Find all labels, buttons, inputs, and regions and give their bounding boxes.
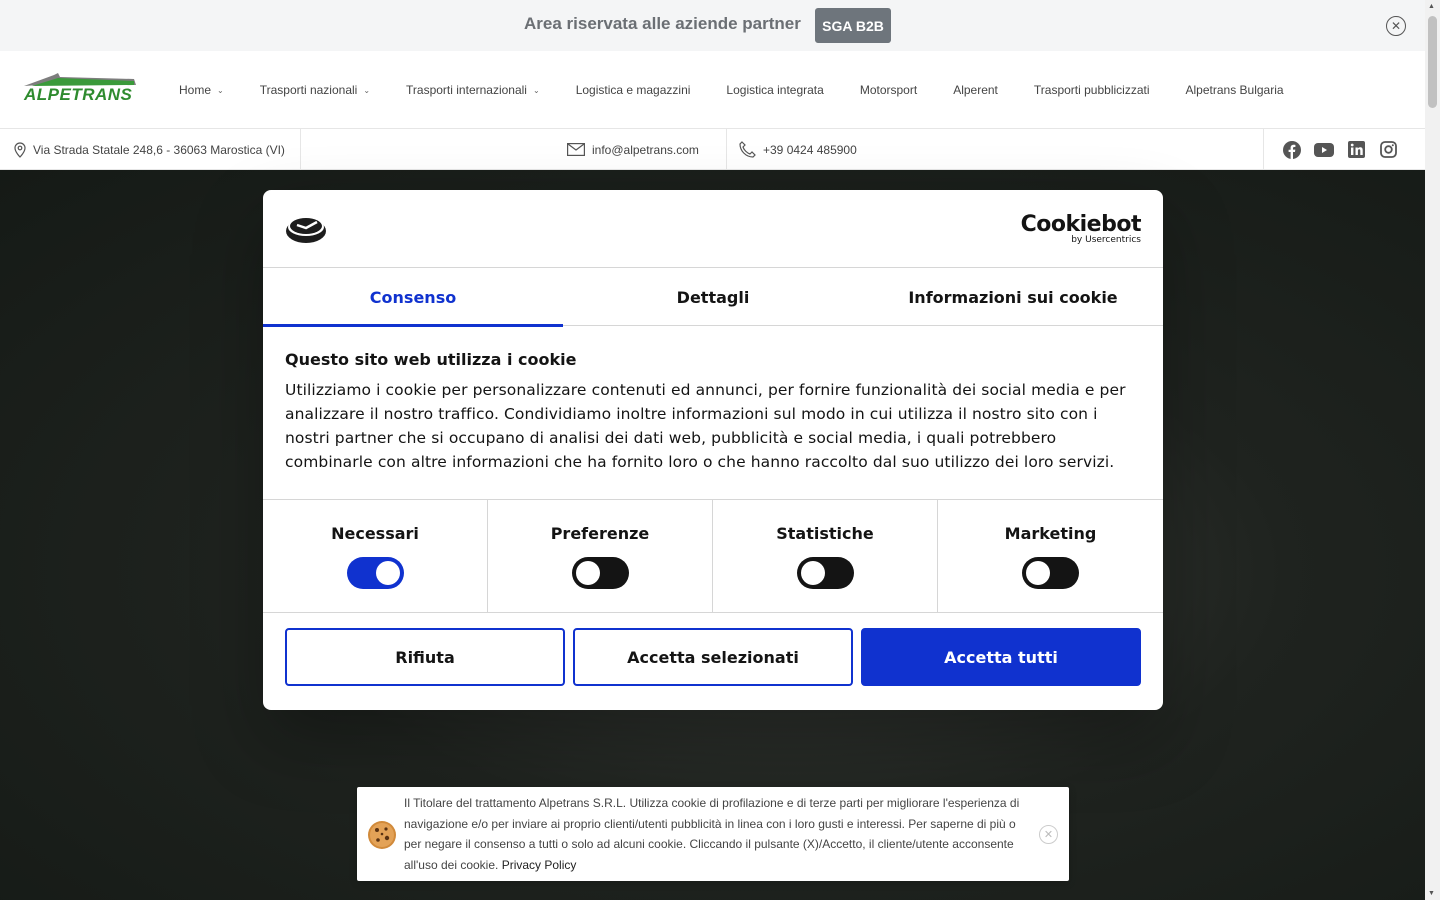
toggle-marketing: [938, 500, 1163, 613]
privacy-policy-link[interactable]: Privacy Policy: [501, 857, 577, 872]
linkedin-icon[interactable]: [1346, 140, 1366, 160]
phone-link[interactable]: [739, 129, 857, 170]
dialog-buttons: [285, 628, 1141, 686]
chevron-down-icon: ⌄: [532, 85, 540, 95]
accept-selected-button[interactable]: Accetta selezionati: [573, 628, 853, 686]
cookie-icon: [367, 820, 397, 850]
consent-toggles: [263, 499, 1163, 613]
dialog-description: Utilizziamo i cookie per personalizzare contenuti ed annunci, per fornire funzionalità dei social media e per analizzare il nostro traffico. Condividiamo inoltre informazioni sul modo in cui utilizza il nostro sito con i nostri partner che si occupano di analisi dei dati web, pubblicità e social media, i quali potrebbero combinarle con altre informazioni che ha fornito loro o che hanno raccolto dal suo utilizzo dei loro servizi.: [285, 381, 1126, 471]
cookiebot-sub-text: by Usercentrics: [1071, 235, 1141, 245]
promo-close-icon[interactable]: ✕: [1386, 16, 1406, 36]
nav-item-logistica-integrata[interactable]: Logistica integrata: [726, 83, 824, 97]
accept-all-button[interactable]: Accetta tutti: [861, 628, 1141, 686]
cookie-notice-banner: [357, 787, 1069, 881]
address-text: Via Strada Statale 248,6 - 36063 Marostica (VI): [33, 142, 285, 157]
reject-button[interactable]: Rifiuta: [285, 628, 565, 686]
nav-item-trasporti-internazionali[interactable]: Trasporti internazionali ⌄: [406, 83, 540, 97]
cookie-consent-dialog: [263, 190, 1163, 710]
tab-consenso[interactable]: Consenso: [263, 268, 563, 326]
sga-b2b-button[interactable]: SGA B2B: [815, 8, 891, 43]
divider: [1263, 129, 1264, 170]
nav-item-home[interactable]: Home ⌄: [179, 83, 224, 97]
dialog-header: [263, 190, 1163, 268]
toggle-statistiche: [713, 500, 938, 613]
toggle-necessari: [263, 500, 488, 613]
scrollbar-thumb[interactable]: [1428, 16, 1437, 108]
map-pin-icon: [14, 142, 26, 158]
phone-icon: [739, 141, 756, 158]
tab-dettagli[interactable]: Dettagli: [676, 287, 750, 307]
alpetrans-logo[interactable]: [24, 73, 136, 105]
nav-item-alperent[interactable]: Alperent: [953, 83, 998, 97]
mail-icon: [567, 143, 585, 156]
chevron-down-icon: ⌄: [363, 85, 371, 95]
main-nav: [179, 51, 1320, 129]
toggle-preferenze: [488, 500, 713, 613]
scroll-down-icon[interactable]: ▼: [1428, 890, 1435, 897]
site-logo-icon: [285, 214, 327, 244]
nav-item-trasporti-pubblicizzati[interactable]: Trasporti pubblicizzati: [1033, 83, 1150, 97]
social-links: [1282, 129, 1410, 170]
toggle-label: Marketing: [1004, 524, 1097, 543]
promo-bar: [0, 0, 1425, 51]
email-text: info@alpetrans.com: [592, 142, 699, 157]
page-scrollbar[interactable]: [1425, 0, 1440, 900]
tab-informazioni-cookie[interactable]: Informazioni sui cookie: [908, 287, 1118, 307]
divider: [726, 129, 727, 170]
site-header: [0, 51, 1425, 129]
nav-item-motorsport[interactable]: Motorsport: [859, 83, 918, 97]
toggle-label: Necessari: [331, 524, 419, 543]
preferenze-switch[interactable]: [572, 557, 629, 589]
statistiche-switch[interactable]: [797, 557, 854, 589]
chevron-down-icon: ⌄: [217, 85, 224, 95]
cookiebot-logo-text: Cookiebot: [1020, 212, 1141, 237]
promo-text: Area riservata alle aziende partner: [524, 14, 801, 33]
info-bar: [0, 129, 1425, 170]
divider: [300, 129, 301, 170]
phone-text: +39 0424 485900: [763, 142, 857, 157]
dialog-tabs: [263, 268, 1163, 326]
address: [14, 129, 285, 170]
cookiebot-brand[interactable]: [1021, 212, 1141, 245]
toggle-label: Statistiche: [776, 524, 874, 543]
youtube-icon[interactable]: [1314, 140, 1334, 160]
dialog-title: Questo sito web utilizza i cookie: [285, 350, 577, 369]
notice-close-icon[interactable]: ✕: [1039, 825, 1058, 844]
toggle-label: Preferenze: [550, 524, 650, 543]
notice-body: Il Titolare del trattamento Alpetrans S.R.L. Utilizza cookie di profilazione e di terze parti per migliorare l'esperienza di navigazione e/o per inviare ai proprio clienti/utenti pubblicità in linea con i loro gusti e interessi. Per saperne di più o per negare il consenso a tutti o solo ad alcuni cookie. Cliccando il pulsante (X)/Accetto, il cliente/utente acconsente all'uso dei cookie.: [404, 796, 1020, 872]
marketing-switch[interactable]: [1022, 557, 1079, 589]
cookie-notice-text: [404, 793, 1024, 875]
instagram-icon[interactable]: [1378, 140, 1398, 160]
scroll-up-icon[interactable]: ▲: [1428, 3, 1435, 10]
necessari-switch[interactable]: [347, 557, 404, 589]
logo-text: ALPETRANS: [24, 85, 133, 104]
nav-item-trasporti-nazionali[interactable]: Trasporti nazionali ⌄: [259, 83, 371, 97]
nav-item-alpetrans-bulgaria[interactable]: Alpetrans Bulgaria: [1185, 83, 1284, 97]
dialog-body: [285, 350, 1141, 474]
facebook-icon[interactable]: [1282, 140, 1302, 160]
nav-item-logistica-magazzini[interactable]: Logistica e magazzini: [575, 83, 691, 97]
email-link[interactable]: [567, 129, 699, 170]
